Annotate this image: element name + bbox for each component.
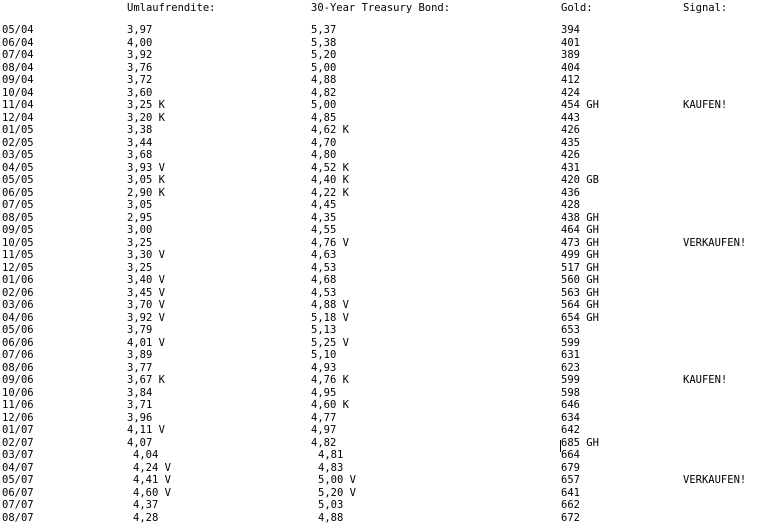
- table-row: [0, 199, 770, 212]
- row-treasury-bond: 4,76 K: [311, 374, 349, 386]
- row-umlaufrendite: 3,25: [127, 261, 153, 274]
- row-gold: 426: [561, 124, 580, 136]
- row-umlaufrendite: 3,20 K: [127, 111, 165, 124]
- row-treasury-bond: 4,40 K: [311, 174, 349, 186]
- row-gold: 473 GH: [561, 236, 599, 249]
- row-treasury-bond: 4,77: [311, 411, 337, 424]
- row-date: 09/06: [2, 374, 34, 386]
- row-date: 12/04: [2, 111, 34, 124]
- table-row: [0, 87, 770, 100]
- row-treasury-bond: 4,76 V: [311, 236, 349, 249]
- row-date: 04/06: [2, 311, 34, 324]
- text-cursor: [560, 440, 561, 452]
- row-umlaufrendite: 3,38: [127, 124, 153, 136]
- row-umlaufrendite: 4,11 V: [127, 424, 165, 436]
- row-date: 01/05: [2, 124, 34, 136]
- table-row: [0, 324, 770, 337]
- row-umlaufrendite: 4,28: [133, 511, 159, 524]
- table-row: [0, 24, 770, 37]
- row-gold: 404: [561, 61, 580, 74]
- row-date: 10/05: [2, 236, 34, 249]
- row-umlaufrendite: 3,68: [127, 149, 153, 161]
- header-treasury-bond: 30-Year Treasury Bond:: [311, 2, 451, 14]
- row-treasury-bond: 4,88: [311, 74, 337, 86]
- row-treasury-bond: 5,37: [311, 24, 337, 36]
- table-row: [0, 212, 770, 225]
- table-row: [0, 412, 770, 425]
- row-gold: 662: [561, 499, 580, 511]
- table-row: [0, 474, 770, 487]
- row-gold: 443: [561, 111, 580, 124]
- row-umlaufrendite: 4,60 V: [133, 486, 171, 499]
- row-gold: 672: [561, 511, 580, 524]
- row-gold: 631: [561, 349, 580, 361]
- table-header: [0, 0, 770, 16]
- row-umlaufrendite: 3,76: [127, 61, 153, 74]
- row-treasury-bond: 4,52 K: [311, 161, 349, 174]
- row-umlaufrendite: 3,45 V: [127, 286, 165, 299]
- table-row: [0, 62, 770, 75]
- table-row: [0, 49, 770, 62]
- table-row: [0, 424, 770, 437]
- row-date: 03/05: [2, 149, 34, 161]
- row-gold: 420 GB: [561, 174, 599, 186]
- row-gold: 634: [561, 411, 580, 424]
- table-row: [0, 149, 770, 162]
- row-date: 07/04: [2, 49, 34, 61]
- row-treasury-bond: 4,63: [311, 249, 337, 261]
- row-date: 11/06: [2, 399, 34, 411]
- table-row: [0, 349, 770, 362]
- row-gold: 412: [561, 74, 580, 86]
- table-row: [0, 237, 770, 250]
- row-umlaufrendite: 3,84: [127, 386, 153, 399]
- row-gold: 438 GH: [561, 211, 599, 224]
- header-umlaufrendite: Umlaufrendite:: [127, 2, 216, 14]
- table-row: [0, 462, 770, 475]
- row-gold: 428: [561, 199, 580, 211]
- row-umlaufrendite: 3,05: [127, 199, 153, 211]
- row-gold: 685 GH: [561, 436, 599, 449]
- row-treasury-bond: 4,53: [311, 286, 337, 299]
- row-treasury-bond: 5,25 V: [311, 336, 349, 349]
- row-umlaufrendite: 2,90 K: [127, 186, 165, 199]
- row-treasury-bond: 5,10: [311, 349, 337, 361]
- row-umlaufrendite: 3,67 K: [127, 374, 165, 386]
- row-treasury-bond: 5,03: [318, 499, 344, 511]
- row-umlaufrendite: 3,44: [127, 136, 153, 149]
- row-treasury-bond: 4,81: [318, 449, 344, 461]
- row-date: 04/07: [2, 461, 34, 474]
- row-umlaufrendite: 3,72: [127, 74, 153, 86]
- row-date: 08/06: [2, 361, 34, 374]
- table-row: [0, 124, 770, 137]
- row-umlaufrendite: 3,30 V: [127, 249, 165, 261]
- row-umlaufrendite: 4,37: [133, 499, 159, 511]
- row-gold: 664: [561, 449, 580, 461]
- row-treasury-bond: 4,85: [311, 111, 337, 124]
- row-umlaufrendite: 3,93 V: [127, 161, 165, 174]
- row-umlaufrendite: 3,00: [127, 224, 153, 236]
- row-gold: 623: [561, 361, 580, 374]
- row-treasury-bond: 4,55: [311, 224, 337, 236]
- table-row: [0, 299, 770, 312]
- row-gold: 657: [561, 474, 580, 486]
- row-umlaufrendite: 4,41 V: [133, 474, 171, 486]
- row-gold: 436: [561, 186, 580, 199]
- table-row: [0, 287, 770, 300]
- row-treasury-bond: 5,20 V: [318, 486, 356, 499]
- table-row: [0, 499, 770, 512]
- row-date: 02/05: [2, 136, 34, 149]
- row-gold: 642: [561, 424, 580, 436]
- row-umlaufrendite: 4,07: [127, 436, 153, 449]
- row-date: 12/06: [2, 411, 34, 424]
- row-treasury-bond: 4,68: [311, 274, 337, 286]
- row-umlaufrendite: 3,40 V: [127, 274, 165, 286]
- row-date: 09/05: [2, 224, 34, 236]
- row-treasury-bond: 4,88 V: [311, 299, 349, 311]
- row-treasury-bond: 4,62 K: [311, 124, 349, 136]
- row-umlaufrendite: 3,89: [127, 349, 153, 361]
- row-treasury-bond: 5,18 V: [311, 311, 349, 324]
- row-date: 07/05: [2, 199, 34, 211]
- header-gold: Gold:: [561, 2, 593, 14]
- row-date: 11/04: [2, 99, 34, 111]
- table-row: [0, 99, 770, 112]
- row-date: 05/07: [2, 474, 34, 486]
- table-row: [0, 74, 770, 87]
- header-signal: Signal:: [683, 2, 728, 14]
- table-row: [0, 437, 770, 450]
- row-umlaufrendite: 3,92: [127, 49, 153, 61]
- row-date: 10/04: [2, 86, 34, 99]
- row-date: 06/06: [2, 336, 34, 349]
- row-umlaufrendite: 3,05 K: [127, 174, 165, 186]
- row-treasury-bond: 5,00: [311, 61, 337, 74]
- row-treasury-bond: 4,70: [311, 136, 337, 149]
- row-date: 08/05: [2, 211, 34, 224]
- row-date: 11/05: [2, 249, 34, 261]
- row-gold: 679: [561, 461, 580, 474]
- row-date: 09/04: [2, 74, 34, 86]
- row-date: 10/06: [2, 386, 34, 399]
- row-date: 08/04: [2, 61, 34, 74]
- row-gold: 435: [561, 136, 580, 149]
- row-gold: 646: [561, 399, 580, 411]
- row-gold: 598: [561, 386, 580, 399]
- table-row: [0, 399, 770, 412]
- row-date: 03/07: [2, 449, 34, 461]
- row-date: 05/06: [2, 324, 34, 336]
- row-date: 06/05: [2, 186, 34, 199]
- row-umlaufrendite: 2,95: [127, 211, 153, 224]
- row-treasury-bond: 5,13: [311, 324, 337, 336]
- row-date: 01/06: [2, 274, 34, 286]
- row-gold: 564 GH: [561, 299, 599, 311]
- row-umlaufrendite: 4,24 V: [133, 461, 171, 474]
- row-treasury-bond: 4,35: [311, 211, 337, 224]
- row-date: 05/05: [2, 174, 34, 186]
- row-umlaufrendite: 3,25: [127, 236, 153, 249]
- row-treasury-bond: 5,00 V: [318, 474, 356, 486]
- row-date: 04/05: [2, 161, 34, 174]
- row-treasury-bond: 4,82: [311, 86, 337, 99]
- row-date: 06/04: [2, 36, 34, 49]
- row-treasury-bond: 4,83: [318, 461, 344, 474]
- row-umlaufrendite: 3,70 V: [127, 299, 165, 311]
- row-umlaufrendite: 3,96: [127, 411, 153, 424]
- row-gold: 641: [561, 486, 580, 499]
- row-gold: 599: [561, 374, 580, 386]
- row-date: 12/05: [2, 261, 34, 274]
- row-treasury-bond: 5,38: [311, 36, 337, 49]
- table-row: [0, 337, 770, 350]
- row-umlaufrendite: 4,04: [133, 449, 159, 461]
- row-umlaufrendite: 4,00: [127, 36, 153, 49]
- table-row: [0, 137, 770, 150]
- table-row: [0, 162, 770, 175]
- table-row: [0, 487, 770, 500]
- row-signal: VERKAUFEN!: [683, 474, 747, 486]
- row-umlaufrendite: 4,01 V: [127, 336, 165, 349]
- row-treasury-bond: 5,00: [311, 99, 337, 111]
- table-row: [0, 274, 770, 287]
- table-row: [0, 187, 770, 200]
- row-date: 01/07: [2, 424, 34, 436]
- row-gold: 563 GH: [561, 286, 599, 299]
- row-umlaufrendite: 3,79: [127, 324, 153, 336]
- row-gold: 424: [561, 86, 580, 99]
- row-gold: 431: [561, 161, 580, 174]
- row-treasury-bond: 4,88: [318, 511, 344, 524]
- row-umlaufrendite: 3,92 V: [127, 311, 165, 324]
- table-row: [0, 512, 770, 525]
- table-row: [0, 262, 770, 275]
- table-row: [0, 449, 770, 462]
- row-date: 06/07: [2, 486, 34, 499]
- row-treasury-bond: 4,93: [311, 361, 337, 374]
- row-date: 05/04: [2, 24, 34, 36]
- data-rows: [0, 24, 770, 524]
- row-date: 03/06: [2, 299, 34, 311]
- row-treasury-bond: 4,45: [311, 199, 337, 211]
- row-umlaufrendite: 3,25 K: [127, 99, 165, 111]
- row-date: 07/06: [2, 349, 34, 361]
- row-gold: 426: [561, 149, 580, 161]
- row-gold: 464 GH: [561, 224, 599, 236]
- row-date: 08/07: [2, 511, 34, 524]
- row-treasury-bond: 4,22 K: [311, 186, 349, 199]
- row-treasury-bond: 4,53: [311, 261, 337, 274]
- table-row: [0, 174, 770, 187]
- row-gold: 401: [561, 36, 580, 49]
- row-treasury-bond: 4,80: [311, 149, 337, 161]
- row-treasury-bond: 5,20: [311, 49, 337, 61]
- table-row: [0, 112, 770, 125]
- table-row: [0, 249, 770, 262]
- row-signal: VERKAUFEN!: [683, 236, 747, 249]
- row-treasury-bond: 4,95: [311, 386, 337, 399]
- row-treasury-bond: 4,97: [311, 424, 337, 436]
- row-gold: 389: [561, 49, 580, 61]
- row-signal: KAUFEN!: [683, 374, 728, 386]
- row-umlaufrendite: 3,71: [127, 399, 153, 411]
- table-row: [0, 312, 770, 325]
- row-gold: 517 GH: [561, 261, 599, 274]
- row-gold: 394: [561, 24, 580, 36]
- row-gold: 654 GH: [561, 311, 599, 324]
- row-umlaufrendite: 3,77: [127, 361, 153, 374]
- row-gold: 653: [561, 324, 580, 336]
- row-date: 02/07: [2, 436, 34, 449]
- row-date: 02/06: [2, 286, 34, 299]
- row-umlaufrendite: 3,97: [127, 24, 153, 36]
- table-row: [0, 224, 770, 237]
- table-row: [0, 387, 770, 400]
- table-row: [0, 362, 770, 375]
- row-gold: 454 GH: [561, 99, 599, 111]
- row-date: 07/07: [2, 499, 34, 511]
- row-treasury-bond: 4,82: [311, 436, 337, 449]
- row-gold: 499 GH: [561, 249, 599, 261]
- row-umlaufrendite: 3,60: [127, 86, 153, 99]
- row-signal: KAUFEN!: [683, 99, 728, 111]
- row-gold: 560 GH: [561, 274, 599, 286]
- row-treasury-bond: 4,60 K: [311, 399, 349, 411]
- row-gold: 599: [561, 336, 580, 349]
- table-row: [0, 374, 770, 387]
- table-row: [0, 37, 770, 50]
